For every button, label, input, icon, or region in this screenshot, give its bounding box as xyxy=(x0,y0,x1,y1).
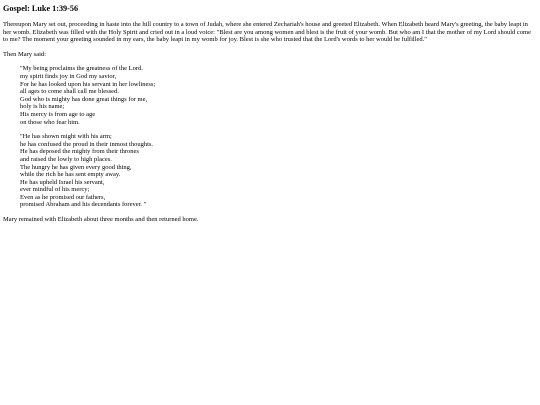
verse-line: Even as he promised our fathers, xyxy=(20,193,106,201)
verse-line: while the rich he has sent empty away. xyxy=(20,171,121,179)
verse-line: ever mindful of his mercy; xyxy=(20,186,90,194)
closing-paragraph: Mary remained with Elizabeth about three months and then returned home. xyxy=(3,216,199,224)
verse-line: "My being proclaims the greatness of the Lord. xyxy=(20,65,143,73)
verse-line: promised Abraham and his decendants forever. " xyxy=(20,201,147,209)
verse-line: and raised the lowly to high places. xyxy=(20,155,112,163)
magnificat xyxy=(20,65,537,209)
page-title: Gospel: Luke 1:39-56 xyxy=(3,4,79,13)
verse-line: God who is mighty has done great things for me, xyxy=(20,95,148,103)
verse-line: holy is his name; xyxy=(20,103,65,111)
verse-line: He has deposed the mighty from their thrones xyxy=(20,148,139,156)
verse-line: on those who fear him. xyxy=(20,118,80,126)
intro-paragraph: Thereupon Mary set out, proceeding in haste into the hill country to a town of Judah, where she entered Zechariah's house and greeted Elizabeth. When Elizabeth heard Mary's greeting, the baby leapt in her womb. Elizabeth was filled with the Holy Spirit and cried out in a loud voice: "Blest are you among women and blest is the fruit of your womb. But who am I that the mother of my Lord should come to me? The moment your greeting sounded in my ears, the baby leapt in my womb for joy. Blest is she who trusted that the Lord's words to her would be fulfilled." xyxy=(3,21,531,44)
verse-line: For he has looked upon his servant in her lowliness; xyxy=(20,80,156,88)
then-mary-said: Then Mary said: xyxy=(3,50,46,58)
verse-line: all ages to come shall call me blessed. xyxy=(20,88,119,96)
stanza-1 xyxy=(20,65,537,126)
stanza-2 xyxy=(20,133,537,209)
verse-line: "He has shown might with his arm; xyxy=(20,133,112,141)
verse-line: His mercy is from age to age xyxy=(20,110,96,118)
verse-line: He has upheld Israel his servant, xyxy=(20,178,105,186)
verse-line: my spirit finds joy in God my savior, xyxy=(20,72,117,80)
verse-line: The hungry he has given every good thing, xyxy=(20,163,132,171)
verse-line: he has confused the proud in their inmost thoughts. xyxy=(20,140,154,148)
